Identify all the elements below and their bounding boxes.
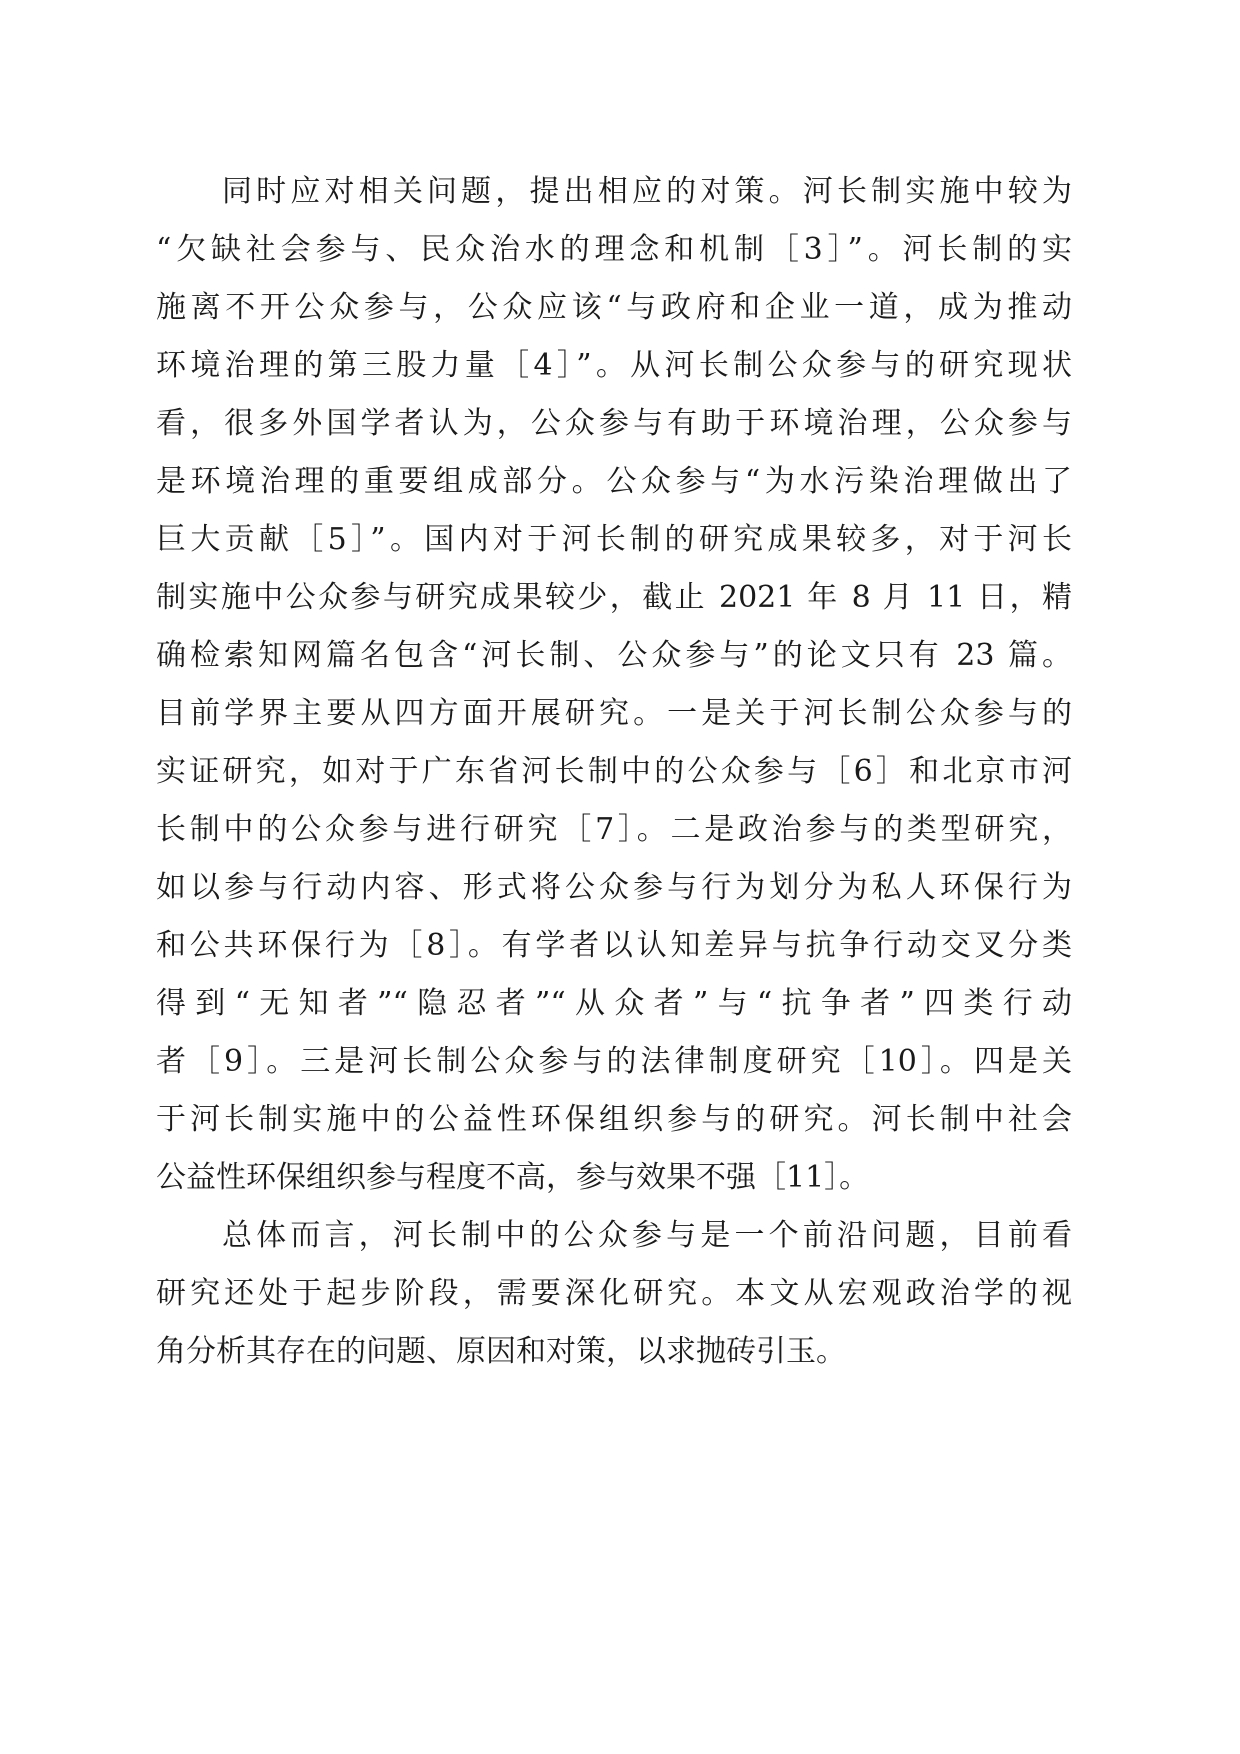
- paragraph-1-line-13: 如以参与行动内容、形式将公众参与行为划分为私人环保行为: [156, 870, 1072, 905]
- paragraph-1-line-11: 实证研究，如对于广东省河长制中的公众参与［6］和北京市河: [156, 754, 1072, 789]
- paragraph-1-line-9: 确检索知网篇名包含“河长制、公众参与”的论文只有 23 篇。: [156, 638, 1072, 673]
- paragraph-1-line-2: “欠缺社会参与、民众治水的理念和机制［3］”。河长制的实: [156, 232, 1072, 267]
- paragraph-1-line-8: 制实施中公众参与研究成果较少，截止 2021 年 8 月 11 日，精: [156, 580, 1072, 615]
- paragraph-1-line-12: 长制中的公众参与进行研究［7］。二是政治参与的类型研究，: [156, 812, 1072, 847]
- paragraph-1-line-16: 者［9］。三是河长制公众参与的法律制度研究［10］。四是关: [156, 1044, 1072, 1079]
- paragraph-2-line-3: 角分析其存在的问题、原因和对策，以求抛砖引玉。: [156, 1334, 846, 1369]
- paragraph-1-line-6: 是环境治理的重要组成部分。公众参与“为水污染治理做出了: [156, 464, 1072, 499]
- paragraph-1-line-15: 得到“无知者”“隐忍者”“从众者”与“抗争者”四类行动: [156, 986, 1072, 1021]
- paragraph-1-line-10: 目前学界主要从四方面开展研究。一是关于河长制公众参与的: [156, 696, 1072, 731]
- paragraph-1-line-3: 施离不开公众参与，公众应该“与政府和企业一道，成为推动: [156, 290, 1072, 325]
- paragraph-1-line-7: 巨大贡献［5］”。国内对于河长制的研究成果较多，对于河长: [156, 522, 1072, 557]
- paragraph-2-line-2: 研究还处于起步阶段，需要深化研究。本文从宏观政治学的视: [156, 1276, 1072, 1311]
- paragraph-1-line-17: 于河长制实施中的公益性环保组织参与的研究。河长制中社会: [156, 1102, 1072, 1137]
- paragraph-1-line-5: 看，很多外国学者认为，公众参与有助于环境治理，公众参与: [156, 406, 1072, 441]
- paragraph-1-line-1: 同时应对相关问题，提出相应的对策。河长制实施中较为: [222, 174, 1072, 209]
- paragraph-1-line-18: 公益性环保组织参与程度不高，参与效果不强［11］。: [156, 1160, 870, 1195]
- paragraph-2-line-1: 总体而言，河长制中的公众参与是一个前沿问题，目前看: [222, 1218, 1072, 1253]
- paragraph-1-line-14: 和公共环保行为［8］。有学者以认知差异与抗争行动交叉分类: [156, 928, 1072, 963]
- paragraph-1-line-4: 环境治理的第三股力量［4］”。从河长制公众参与的研究现状: [156, 348, 1072, 383]
